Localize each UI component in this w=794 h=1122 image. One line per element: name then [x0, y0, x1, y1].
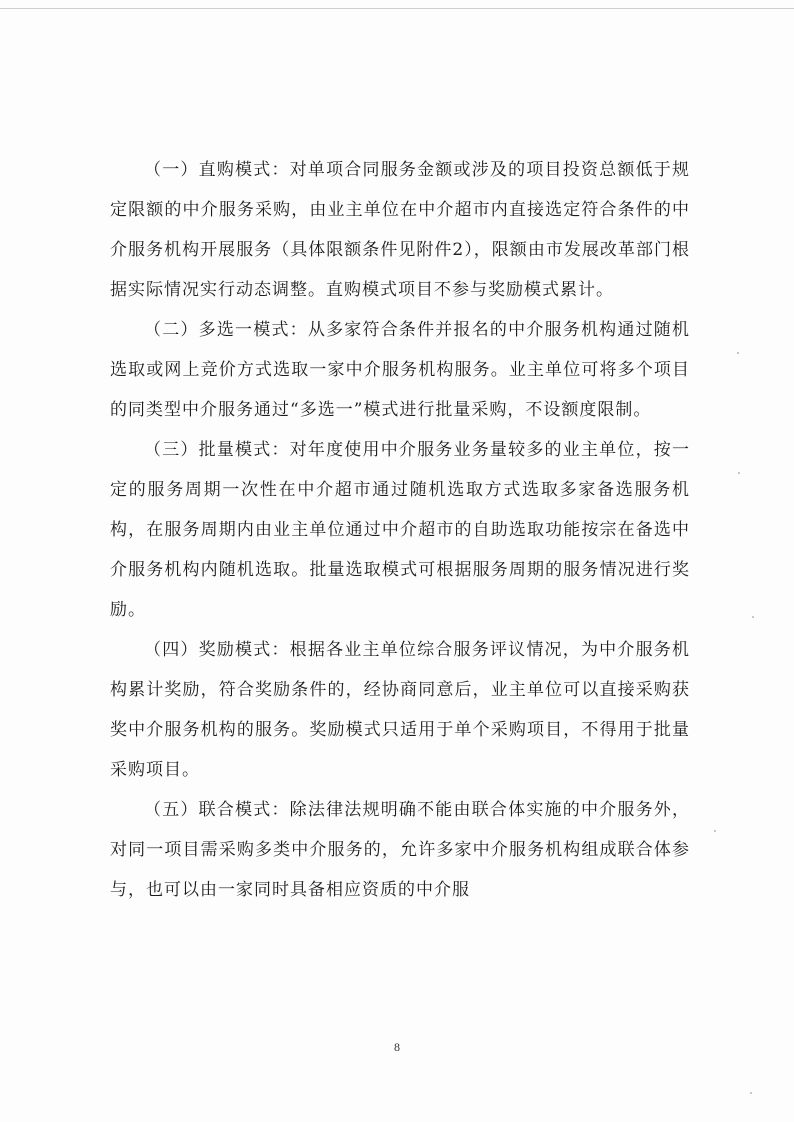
scan-speck [714, 830, 716, 832]
scan-speck [737, 352, 739, 354]
paragraph-direct-purchase-mode: （一）直购模式：对单项合同服务金额或涉及的项目投资总额低于规定限额的中介服务采购，由业主单位在中介超市内直接选定符合条件的中介服务机构开展服务（具体限额条件见附件2），限额由市发展改革部门根据实际情况实行动态调整。直购模式项目不参与奖励模式累计。 [110, 160, 690, 300]
paragraph-batch-mode: （三）批量模式：对年度使用中介服务业务量较多的业主单位，按一定的服务周期一次性在中介超市通过随机选取方式选取多家备选服务机构，在服务周期内由业主单位通过中介超市的自助选取功能按宗在备选中介服务机构内随机选取。批量选取模式可根据服务周期的服务情况进行奖励。 [110, 440, 690, 620]
scan-speck [752, 616, 754, 618]
scan-speck [750, 1092, 752, 1094]
paragraph-reward-mode: （四）奖励模式：根据各业主单位综合服务评议情况，为中介服务机构累计奖励，符合奖励条件的，经协商同意后，业主单位可以直接采购获奖中介服务机构的服务。奖励模式只适用于单个采购项目，不得用于批量采购项目。 [110, 640, 690, 780]
body-text [110, 150, 690, 910]
scan-edge-line [0, 8, 794, 9]
page-number: 8 [394, 1040, 400, 1054]
paragraph-multi-select-one-mode: （二）多选一模式：从多家符合条件并报名的中介服务机构通过随机选取或网上竞价方式选取一家中介服务机构服务。业主单位可将多个项目的同类型中介服务通过“多选一”模式进行批量采购，不设额度限制。 [110, 320, 690, 420]
scan-speck [738, 472, 740, 474]
paragraph-joint-mode: （五）联合模式：除法律法规明确不能由联合体实施的中介服务外，对同一项目需采购多类中介服务的，允许多家中介服务机构组成联合体参与，也可以由一家同时具备相应资质的中介服 [110, 800, 690, 900]
